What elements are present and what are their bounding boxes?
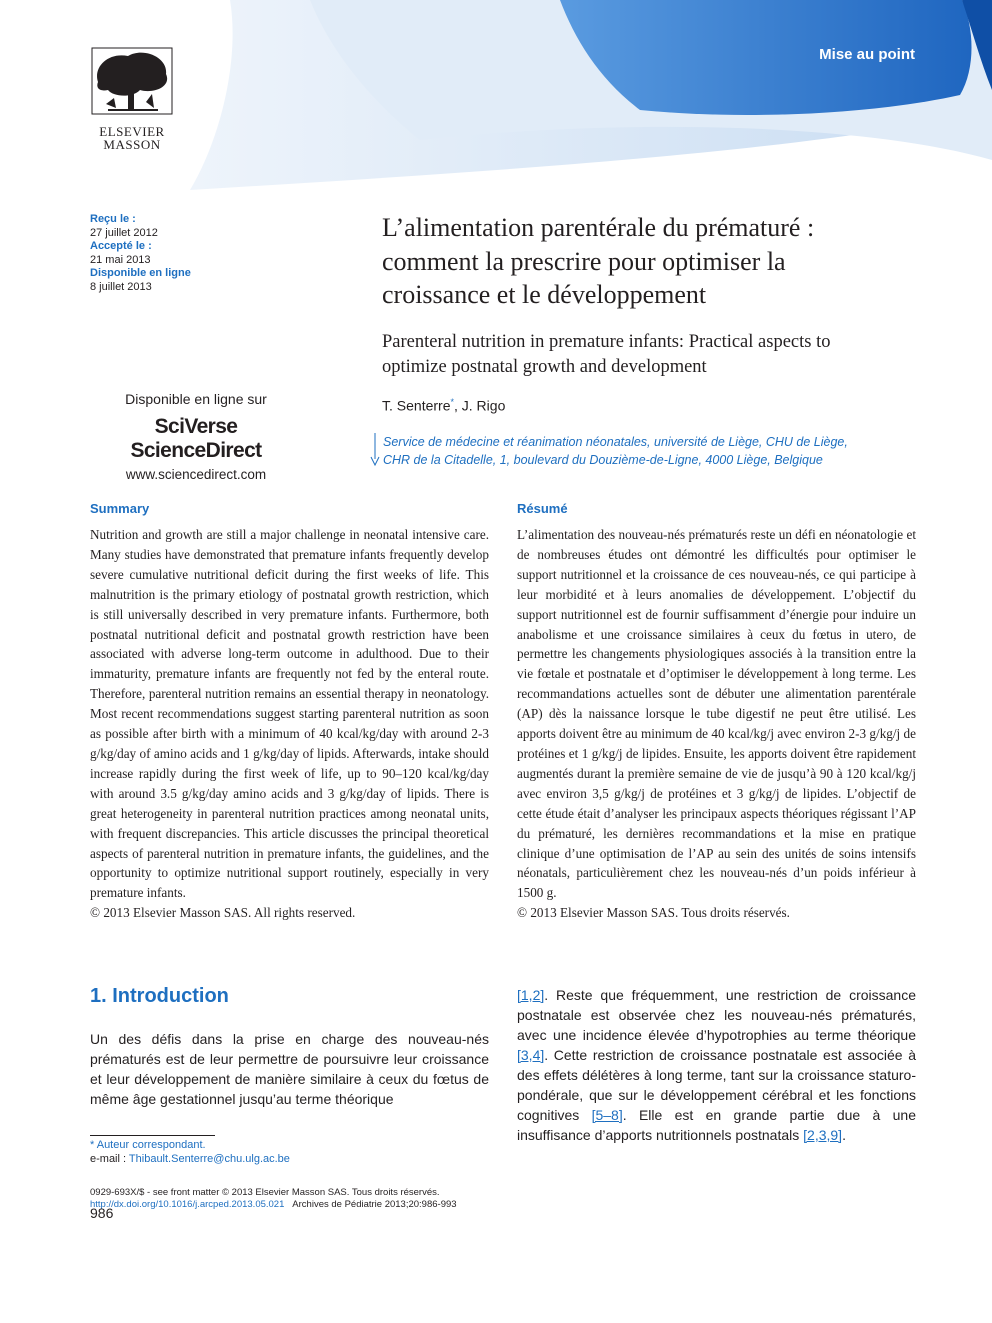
received-date: 27 juillet 2012 [90, 226, 158, 239]
doi-link[interactable]: http://dx.doi.org/10.1016/j.arcped.2013.05.021 [90, 1198, 285, 1210]
online-date: 8 juillet 2013 [90, 280, 152, 293]
accepted-date: 21 mai 2013 [90, 253, 151, 266]
corresponding-mark[interactable]: * [450, 397, 454, 407]
logo-line-2: MASSON [103, 137, 161, 152]
intro-text-4: . [842, 1127, 846, 1143]
publisher-logo [88, 42, 176, 151]
summary-text: Nutrition and growth are still a major challenge in neonatal intensive care. Many studies have demonstrated that premature infants frequently develop severe cumulative nutritional deficit during the first weeks of life. This malnutrition is the primary etiology of postnatal growth restriction, which is still universally described in very premature infants. Furthermore, both postnatal nutritional deficit and postnatal growth restriction have been associated with adverse long-term outcome in adulthood. Due to their immaturity, premature infants are frequently not fed by the enteral route. Therefore, parenteral nutrition remains an essential therapy in neonatology. Most recent recommendations suggest starting parenteral nutrition as soon as possible after birth with a minimum of 40 kcal/kg/day with around 2-3 g/kg/day of amino acids and 1 g/kg/day of lipids. Afterwards, intake should increase rapidly during the first week of life, up to 90–120 kcal/kg/day with around 3.5 g/kg/day amino acids and 3 g/kg/day of lipids. There is great heterogeneity in parenteral nutrition practices among neonatal units, with frequent discrepancies. This article discusses the principal theoretical aspects of parenteral nutrition in premature infants, the guidelines, and the opportunity to optimize nutritional support routinely, especially in very premature infants. [90, 527, 489, 901]
sciencedirect-brand: SciVerse ScienceDirect [130, 415, 262, 462]
resume-heading: Résumé [517, 501, 568, 516]
intro-text-3: . Elle est en grande partie due à une insuffisance d’apports nutritionnels postnatals [517, 1107, 916, 1143]
citation-link[interactable]: [5–8] [591, 1107, 623, 1123]
author-2: , J. Rigo [454, 397, 506, 414]
footnote-divider [90, 1135, 215, 1136]
summary-body [90, 525, 489, 923]
introduction-right-column [517, 985, 916, 1145]
introduction-left-column: Un des défis dans la prise en charge des nouveau-nés prématurés est de leur permettre de poursuivre leur croissance et leur développement de manière similaire à ceux du fœtus de même âge gestationnel jusqu’au terme théorique [90, 1031, 489, 1107]
summary-heading: Summary [90, 501, 150, 516]
author-1: T. Senterre [382, 397, 451, 414]
online-label: Disponible en ligne [90, 267, 191, 279]
affiliation [383, 433, 923, 469]
online-availability [90, 391, 302, 482]
issn-line: 0929-693X/$ - see front matter © 2013 Elsevier Masson SAS. Tous droits réservés. [90, 1187, 440, 1198]
authors [382, 397, 505, 414]
publication-info [90, 1187, 457, 1210]
intro-text-1: . Reste que fréquemment, une restriction de croissance postnatale est observée chez les nouveau-nés prématurés, avec une incidence élevée d’hypotrophies au terme théorique [517, 987, 916, 1043]
resume-body [517, 525, 916, 923]
online-intro: Disponible en ligne sur [125, 391, 267, 407]
title-english [382, 330, 922, 380]
intro-text-2: . Cette restriction de croissance postnatale est associée à des effets délétères à long terme, tant sur la croissance staturo-pondérale, que sur le développement cérébral et les fonctions cognitives [517, 1047, 916, 1123]
email-label: e-mail : [90, 1153, 129, 1165]
affiliation-arrow-icon [370, 433, 380, 467]
affiliation-line-1: Service de médecine et réanimation néonatales, université de Liège, CHU de Liège, [383, 435, 848, 449]
title-fr-line-3: croissance et le développement [382, 280, 707, 309]
sciencedirect-url[interactable]: www.sciencedirect.com [125, 467, 267, 482]
journal-citation: Archives de Pédiatrie 2013;20:986-993 [292, 1198, 457, 1210]
article-dates [90, 213, 191, 294]
author-email-link[interactable]: Thibault.Senterre@chu.ulg.ac.be [128, 1153, 290, 1165]
summary-copyright: © 2013 Elsevier Masson SAS. All rights reserved. [90, 905, 356, 921]
introduction-heading: 1. Introduction [90, 985, 229, 1007]
page-number: 986 [90, 1205, 114, 1221]
logo-line-1: ELSEVIER [99, 124, 165, 139]
citation-link[interactable]: [3,4] [517, 1047, 545, 1063]
title-fr-line-1: L’alimentation parentérale du prématuré : [382, 213, 815, 242]
footnote [90, 1138, 290, 1166]
citation-link[interactable]: [2,3,9] [803, 1127, 843, 1143]
accepted-label: Accepté le : [90, 240, 152, 252]
affiliation-line-2: CHR de la Citadelle, 1, boulevard du Douzième-de-Ligne, 4000 Liège, Belgique [383, 453, 823, 467]
title-fr-line-2: comment la prescrire pour optimiser la [382, 246, 786, 276]
title-en-line-1: Parenteral nutrition in premature infants: Practical aspects to [382, 332, 831, 352]
resume-copyright: © 2013 Elsevier Masson SAS. Tous droits réservés. [517, 905, 790, 921]
resume-text: L’alimentation des nouveau-nés prématurés reste un défi en néonatologie et de nombreuses études ont démontré les difficultés pour optimiser le support nutritionnel et la croissance de ces nouveau-nés, ce qui participe à leur morbidité et à leurs anomalies de développement. L’objectif du support nutritionnel est de fournir suffisamment d’énergie pour induire un anabolisme et une croissance similaires à ceux du fœtus in utero, de permettre les changements physiologiques associés à la transition entre la vie fœtale et postnatale et d’optimiser le développement à long terme. Les recommandations actuelles sont de débuter une alimentation parentérale (AP) dès la naissance lorsque le tube digestif ne peut être utilisé. Les apports doivent être au minimum de 40 kcal/kg/j avec environ 2-3 g/kg/j de protéines et 1 g/kg/j de lipides. Ensuite, les apports doivent être rapidement augmentés durant la première semaine de vie de jusqu’à 90 à 120 kcal/kg/j avec environ 3,5 g/kg/j de protéines et 3 g/kg/j de lipides. L’objectif de cette étude était d’analyser les principaux aspects théoriques régissant l’AP du prématuré, les dernières recommandations et la mise en pratique clinique d’une optimisation de l’AP au sein des unités de soins intensifs néonatals, particulièrement chez les nouveau-nés d’un poids inférieur à 1500 g. [517, 527, 916, 901]
citation-link[interactable]: [1,2] [517, 987, 545, 1003]
corresponding-author-note: * Auteur correspondant. [90, 1139, 206, 1151]
received-label: Reçu le : [90, 213, 136, 225]
section-label: Mise au point [819, 46, 915, 63]
title-french [382, 211, 922, 312]
title-en-line-2: optimize postnatal growth and development [382, 357, 707, 377]
elsevier-tree-icon [88, 42, 176, 120]
